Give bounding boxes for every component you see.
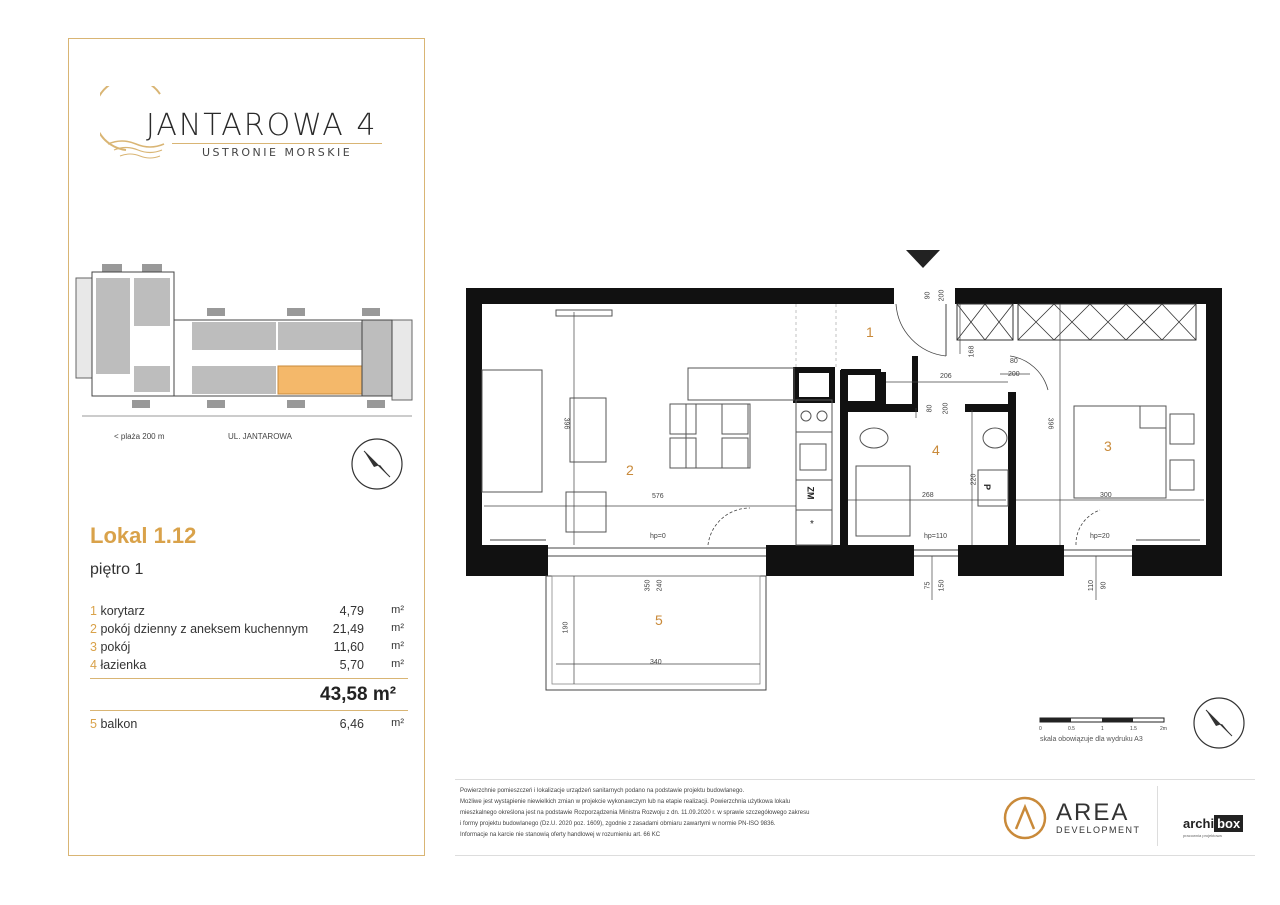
room-area: 6,46 [339,717,364,731]
room-name: łazienka [100,658,147,672]
disclaimer-line: Powierzchnie pomieszczeń i lokalizacje urządzeń sanitarnych podano na podstawie projektu budowlanego. [460,788,745,794]
room-label-3: 3 [1104,438,1112,454]
scale-tick: 0.5 [1068,726,1075,732]
disclaimer-line: i formy projektu budowlanego (Dz.U. 2020 poz. 1609), zgodnie z zasadami obmiaru zawartymi w normie PN-ISO 9836. [460,821,776,827]
room-area-unit: m² [391,640,404,652]
room-label-2: 2 [626,462,634,478]
footer-divider [1157,786,1158,846]
brand-title: JANTAROWA 4 [146,108,378,143]
dimension-label: 80 [1010,358,1018,365]
room-area-unit: m² [391,604,404,616]
architect-name-a: archi [1183,816,1215,831]
scale-label: skala obowiązuje dla wydruku A3 [1040,736,1143,743]
room-area: 4,79 [339,604,364,618]
room-number: 2 [90,622,97,636]
brand-subtitle: USTRONIE MORSKIE [202,146,353,159]
dimension-label: 340 [650,659,662,666]
room-area-unit: m² [391,717,404,729]
room-area-unit: m² [391,622,404,634]
street-label: UL. JANTAROWA [228,432,293,441]
fridge-label: ZM [805,486,816,500]
disclaimer-line: Możliwe jest wystąpienie niewielkich zmian w projekcie wykonawczym lub na etapie realizacji. Powierzchnia użytkowa lokalu [460,799,791,805]
entrance-arrow-icon [906,250,940,268]
unit-name: Lokal 1.12 [90,523,197,548]
dimension-label: 80 [926,404,934,413]
scale-tick: 1 [1101,726,1104,732]
disclaimer [460,786,880,841]
developer-name: AREA [1056,799,1130,826]
dimension-label: 268 [922,492,934,499]
disclaimer-line: mieszkalnego określona jest na podstawie Rozporządzenia Ministra Rozwoju z dn. 11.09.2020 r. w sprawie szczegółowego zakresu [460,810,810,816]
room-area-unit: m² [391,658,404,670]
sill-height-label: hp=110 [924,533,948,540]
footer-divider [455,779,1255,780]
dimension-label: 200 [1008,371,1020,378]
room-name: pokój [100,640,131,654]
dimension-label: 206 [940,373,952,380]
architect-name-b: box [1214,815,1243,832]
dimension-label: 350 [644,579,652,592]
room-number: 3 [90,640,97,654]
dimension-label: 396 [562,417,570,430]
compass-icon [1192,696,1246,750]
dimension-label: 240 [656,579,664,592]
dimension-label: 110 [1088,579,1096,592]
dimension-label: 220 [970,473,978,486]
dimension-label: 200 [942,402,950,415]
unit-floor: piętro 1 [90,561,144,578]
room-label-4: 4 [932,442,940,458]
room-label-1: 1 [866,324,874,340]
scale-tick: 2m [1160,726,1167,732]
sill-height-label: hp=20 [1090,533,1110,540]
dimension-label: 90 [924,291,932,300]
dimension-label: 190 [562,621,570,634]
appliance-marker: * [810,519,814,530]
room-area: 21,49 [332,622,364,636]
dimension-label: 168 [968,345,976,358]
developer-subtitle: DEVELOPMENT [1056,825,1141,835]
room-label-5: 5 [655,612,663,628]
room-name: pokój dzienny z aneksem kuchennym [100,622,309,636]
dimension-label: 200 [938,289,946,302]
dimension-label: 150 [938,579,946,592]
developer-logo-icon [1002,795,1048,841]
beach-distance-label: < plaża 200 m [114,432,165,441]
dimension-label: 90 [1100,581,1108,590]
total-area: 43,58 m² [320,684,397,705]
dimension-label: 396 [1046,417,1054,430]
room-area: 11,60 [333,640,364,654]
disclaimer-line: Informacje na karcie nie stanowią oferty handlowej w rozumieniu art. 66 KC [460,832,661,838]
dimension-label: 576 [652,493,664,500]
room-number: 1 [90,604,97,618]
washer-label: P [982,483,993,491]
room-name: korytarz [100,604,145,618]
room-number: 5 [90,717,97,731]
footer-divider [455,855,1255,856]
sill-height-label: hp=0 [650,533,666,540]
scale-tick: 0 [1039,726,1042,732]
scale-tick: 1.5 [1130,726,1137,732]
room-area: 5,70 [339,658,364,672]
room-name: balkon [100,717,138,731]
dimension-label: 300 [1100,492,1112,499]
room-number: 4 [90,658,97,672]
dimension-label: 75 [924,581,932,590]
architect-subtitle: pracownia projektowa [1183,833,1222,838]
architect-logo [1183,816,1243,831]
